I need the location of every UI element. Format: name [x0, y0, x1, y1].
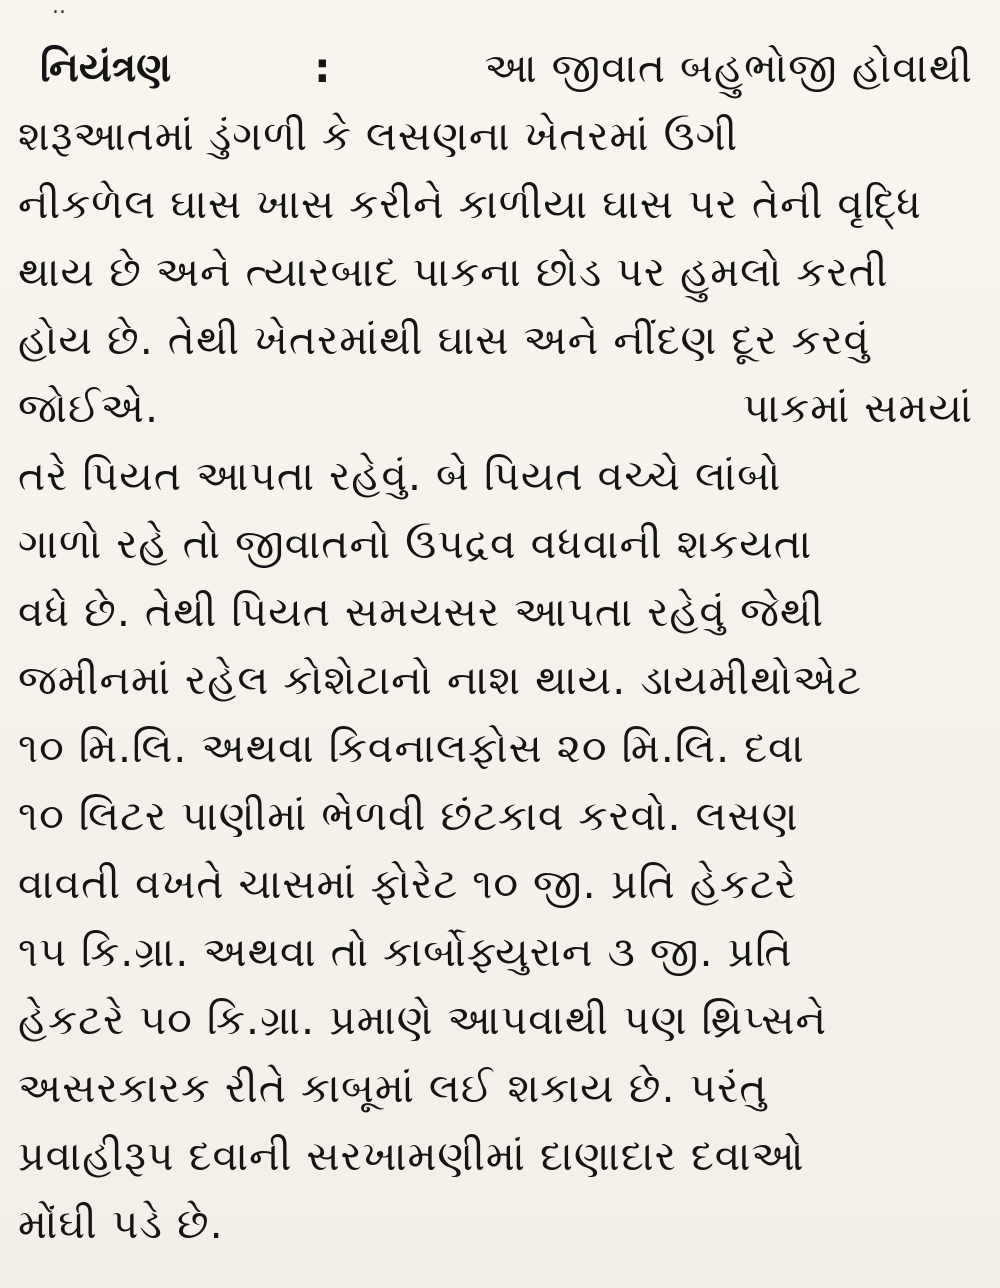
text-line-10-content: જમીનમાં રહેલ કોશેટાનો નાશ થાય. ડાયમીથોએટ — [18, 656, 862, 704]
text-line-6-right: પાકમાં સમયાં — [742, 384, 973, 432]
text-line-14-content: ૧૫ કિ.ગ્રા. અથવા તો કાર્બોફ્યુરાન ૩ જી. પ્રતિ — [18, 928, 793, 976]
text-line-9 — [18, 578, 973, 646]
text-line-13-content: વાવતી વખતે ચાસમાં ફોરેટ ૧૦ જી. પ્રતિ હેકટરે — [18, 860, 797, 908]
text-line-7-content: તરે પિયત આપતા રહેવું. બે પિયત વચ્ચે લાંબો — [18, 452, 782, 500]
text-line-11-content: ૧૦ મિ.લિ. અથવા કિવનાલફોસ ૨૦ મિ.લિ. દવા — [18, 724, 805, 772]
text-line-14 — [18, 918, 973, 986]
text-line-3 — [18, 170, 973, 238]
text-line-13 — [18, 850, 973, 918]
text-line-6 — [18, 374, 973, 442]
text-line-6-content: જોઈએ. — [18, 384, 159, 432]
text-line-15 — [18, 986, 973, 1054]
text-line-4 — [18, 238, 973, 306]
page-top-mark: .. — [52, 0, 66, 19]
text-line-16-content: અસરકારક રીતે કાબૂમાં લઈ શકાય છે. પરંતુ — [18, 1064, 768, 1112]
text-line-10 — [18, 646, 973, 714]
text-line-17-content: પ્રવાહીરૂપ દવાની સરખામણીમાં દાણાદાર દવાઓ — [18, 1132, 805, 1180]
text-line-8-content: ગાળો રહે તો જીવાતનો ઉપદ્રવ વધવાની શકયતા — [18, 520, 813, 568]
paragraph — [18, 34, 973, 1258]
text-line-3-content: નીકળેલ ઘાસ ખાસ કરીને કાળીયા ઘાસ પર તેની વૃદ્ધિ — [18, 180, 922, 228]
text-line-1-content: આ જીવાત બહુભોજી હોવાથી — [484, 44, 973, 92]
text-line-18-content: મોંઘી પડે છે. — [18, 1200, 224, 1248]
text-line-4-content: થાય છે અને ત્યારબાદ પાકના છોડ પર હુમલો કરતી — [18, 248, 889, 296]
text-line-16 — [18, 1054, 973, 1122]
text-line-1 — [18, 34, 973, 102]
text-line-9-content: વધે છે. તેથી પિયત સમયસર આપતા રહેવું જેથી — [18, 588, 825, 636]
heading-colon: : — [314, 44, 332, 92]
text-line-2-content: શરૂઆતમાં ડુંગળી કે લસણના ખેતરમાં ઉગી — [18, 112, 739, 160]
text-line-11 — [18, 714, 973, 782]
text-line-17 — [18, 1122, 973, 1190]
text-line-8 — [18, 510, 973, 578]
text-line-18 — [18, 1190, 973, 1258]
text-line-15-content: હેકટરે ૫૦ કિ.ગ્રા. પ્રમાણે આપવાથી પણ થ્રિપ્સને — [18, 996, 828, 1044]
text-line-7 — [18, 442, 973, 510]
section-heading: નિયંત્રણ — [40, 45, 172, 91]
text-line-5-content: હોય છે. તેથી ખેતરમાંથી ઘાસ અને નીંદણ દૂર કરવું — [18, 316, 871, 364]
text-line-5 — [18, 306, 973, 374]
text-line-12 — [18, 782, 973, 850]
text-line-2 — [18, 102, 973, 170]
text-line-12-content: ૧૦ લિટર પાણીમાં ભેળવી છંટકાવ કરવો. લસણ — [18, 792, 799, 840]
